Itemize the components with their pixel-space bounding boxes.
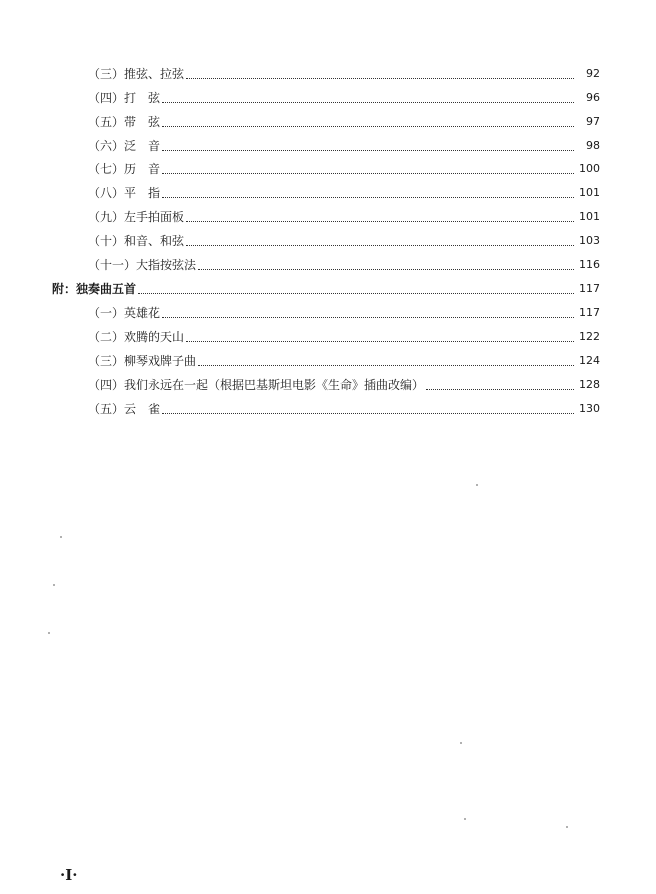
toc-entry-page: 97 (586, 115, 600, 128)
toc-entry-label: （四）打 弦 (88, 91, 161, 105)
dot-leader (162, 102, 574, 103)
dot-leader (186, 221, 574, 222)
toc-entry-page: 128 (579, 378, 600, 391)
toc-entry-label: （十）和音、和弦 (88, 234, 185, 248)
scan-speck (60, 536, 62, 538)
scan-speck (464, 818, 466, 820)
toc-entry-page: 122 (579, 330, 600, 343)
toc-entry (88, 257, 600, 273)
toc-entry-page: 92 (586, 67, 600, 80)
dot-leader (162, 317, 574, 318)
scan-speck (53, 584, 55, 586)
toc-entry (88, 329, 600, 345)
toc-entry (88, 401, 600, 417)
dot-leader (198, 365, 574, 366)
toc-entry-label: （十一）大指按弦法 (88, 258, 197, 272)
toc-entry (88, 209, 600, 225)
toc-entry-page: 96 (586, 91, 600, 104)
dot-leader (186, 78, 574, 79)
dot-leader (162, 173, 574, 174)
toc-entry (88, 66, 600, 82)
toc-entry-label: （三）柳琴戏牌子曲 (88, 354, 197, 368)
toc-entry-label: 附：独奏曲五首 (52, 282, 137, 296)
toc-entry (88, 233, 600, 249)
toc-entry-label: （五）云 雀 (88, 402, 161, 416)
toc-entry-page: 117 (579, 282, 600, 295)
scan-speck (460, 742, 462, 744)
toc-entry (88, 377, 600, 393)
page-number: ·I· (60, 866, 78, 884)
toc-entry-label: （五）带 弦 (88, 115, 161, 129)
toc-entry-page: 101 (579, 186, 600, 199)
dot-leader (162, 413, 574, 414)
toc-entry-label: （四）我们永远在一起（根据巴基斯坦电影《生命》插曲改编） (88, 378, 425, 392)
toc-entry-label: （七）历 音 (88, 162, 161, 176)
dot-leader (186, 245, 574, 246)
dot-leader (426, 389, 574, 390)
toc-entry (88, 90, 600, 106)
scan-speck (566, 826, 568, 828)
dot-leader (162, 126, 574, 127)
dot-leader (138, 293, 574, 294)
toc-entry-page: 103 (579, 234, 600, 247)
toc-entry-label: （一）英雄花 (88, 306, 161, 320)
scan-speck (476, 484, 478, 486)
toc-entry-label: （二）欢腾的天山 (88, 330, 185, 344)
toc-entry-page: 98 (586, 139, 600, 152)
toc-entry-label: （八）平 指 (88, 186, 161, 200)
toc-entry-page: 100 (579, 162, 600, 175)
toc-entry-page: 117 (579, 306, 600, 319)
toc-entry-label: （九）左手拍面板 (88, 210, 185, 224)
toc-entry (88, 185, 600, 201)
toc-entry (88, 138, 600, 154)
toc-entry (88, 305, 600, 321)
toc-entry-page: 116 (579, 258, 600, 271)
toc-entry (88, 161, 600, 177)
toc-entry-page: 101 (579, 210, 600, 223)
toc-entry-label: （三）推弦、拉弦 (88, 67, 185, 81)
dot-leader (162, 197, 574, 198)
toc-entry (88, 353, 600, 369)
scan-speck (48, 632, 50, 634)
toc-entry-label: （六）泛 音 (88, 139, 161, 153)
dot-leader (186, 341, 574, 342)
dot-leader (162, 150, 574, 151)
dot-leader (198, 269, 574, 270)
toc-entry-page: 130 (579, 402, 600, 415)
toc-section-heading (52, 281, 600, 297)
toc-entry (88, 114, 600, 130)
toc-entry-page: 124 (579, 354, 600, 367)
